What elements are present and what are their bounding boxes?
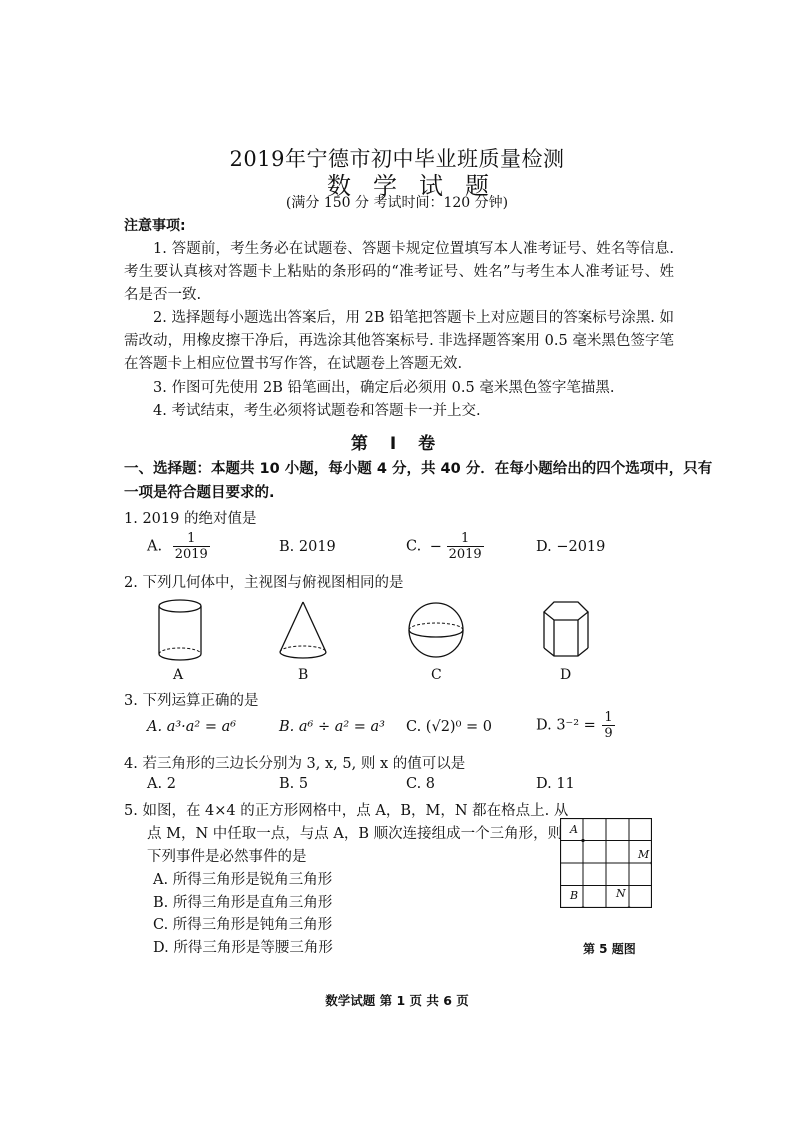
sphere-figure xyxy=(404,598,468,664)
point-a-label: A xyxy=(570,823,578,836)
q1-option-d: D. −2019 xyxy=(536,539,606,555)
question-1-stem: 1. 2019 的绝对值是 xyxy=(124,511,257,527)
q3-option-d xyxy=(536,710,615,741)
section-heading-line2: 一项是符合题目要求的. xyxy=(124,485,275,501)
q4-option-d: D. 11 xyxy=(536,776,575,792)
q5-option-c: C. 所得三角形是钝角三角形 xyxy=(153,917,333,933)
question-4-stem: 4. 若三角形的三边长分别为 3, x, 5, 则 x 的值可以是 xyxy=(124,756,466,772)
q5-option-d: D. 所得三角形是等腰三角形 xyxy=(153,940,333,956)
q4-option-c: C. 8 xyxy=(406,776,436,792)
grid-figure xyxy=(560,818,652,908)
q5-option-a: A. 所得三角形是锐角三角形 xyxy=(153,872,333,888)
volume-heading: 第 Ⅰ 卷 xyxy=(350,434,444,454)
exam-info: (满分 150 分 考试时间：120 分钟) xyxy=(285,195,509,211)
q1-option-b: B. 2019 xyxy=(279,539,336,555)
point-m-label: M xyxy=(638,848,650,861)
q1-option-a xyxy=(147,531,210,562)
figure-caption: 第 5 题图 xyxy=(583,942,636,956)
fraction-denominator: 2019 xyxy=(174,547,208,562)
figure-label-c: C xyxy=(431,667,442,683)
q4-option-a: A. 2 xyxy=(147,776,176,792)
fraction-denominator: 2019 xyxy=(448,547,482,562)
q5-option-b: B. 所得三角形是直角三角形 xyxy=(153,895,333,911)
fraction-numerator: 1 xyxy=(173,531,210,547)
q3-option-c: C. (√2)⁰ = 0 xyxy=(406,719,492,735)
cylinder-figure xyxy=(150,598,210,664)
figure-label-a: A xyxy=(173,667,184,683)
fraction-numerator: 1 xyxy=(447,531,484,547)
notice-item: 4. 考试结束，考生必须将试题卷和答题卡一并上交. xyxy=(153,403,481,419)
fraction-denominator: 9 xyxy=(604,726,613,741)
q3-option-b: B. a⁶ ÷ a² = a³ xyxy=(279,719,385,735)
exam-title: 2019年宁德市初中毕业班质量检测 xyxy=(229,147,565,171)
question-2-stem: 2. 下列几何体中，主视图与俯视图相同的是 xyxy=(124,575,404,591)
option-label: D. 3⁻² = xyxy=(536,717,596,734)
option-label: C. xyxy=(406,538,422,555)
question-5-stem-line1: 5. 如图，在 4×4 的正方形网格中，点 A，B，M，N 都在格点上. 从 xyxy=(124,803,569,819)
question-3-stem: 3. 下列运算正确的是 xyxy=(124,693,259,709)
point-n-label: N xyxy=(616,887,626,900)
notice-item: 3. 作图可先使用 2B 铅笔画出，确定后必须用 0.5 毫米黑色签字笔描黑. xyxy=(153,380,615,396)
q4-option-b: B. 5 xyxy=(279,776,309,792)
notice-item: 2. 选择题每小题选出答案后，用 2B 铅笔把答题卡上对应题目的答案标号涂黑. 如需改动，用橡皮擦干净后，再选涂其他答案标号. 非选择题答案用 0.5 毫米黑色签字笔在答题卡上相应位置书写作答，在试题卷上答题无效. xyxy=(124,310,674,372)
point-b-label: B xyxy=(570,889,579,902)
q1-option-c xyxy=(406,531,484,562)
notice-heading: 注意事项: xyxy=(124,218,186,234)
cone-figure xyxy=(272,598,334,664)
subject-title: 数学试题 xyxy=(327,172,511,200)
page-footer: 数学试题 第 1 页 共 6 页 xyxy=(325,993,469,1008)
figure-label-b: B xyxy=(298,667,309,683)
option-label: A. xyxy=(147,538,163,555)
notice-item: 1. 答题前，考生务必在试题卷、答题卡规定位置填写本人准考证号、姓名等信息. 考生要认真核对答题卡上粘贴的条形码的“准考证号、姓名”与考生本人准考证号、姓名是否一致. xyxy=(124,241,674,303)
minus-sign: − xyxy=(429,538,442,555)
hexagonal-prism-figure xyxy=(534,598,598,664)
fraction-numerator: 1 xyxy=(604,710,613,725)
question-5-stem-line3: 下列事件是必然事件的是 xyxy=(147,849,307,865)
section-heading-line1: 一、选择题：本题共 10 小题，每小题 4 分，共 40 分．在每小题给出的四个选项中，只有 xyxy=(124,461,713,477)
question-5-stem-line2: 点 M，N 中任取一点，与点 A，B 顺次连接组成一个三角形，则 xyxy=(147,826,563,842)
q3-option-a: A. a³·a² = a⁶ xyxy=(147,719,237,735)
figure-label-d: D xyxy=(560,667,572,683)
